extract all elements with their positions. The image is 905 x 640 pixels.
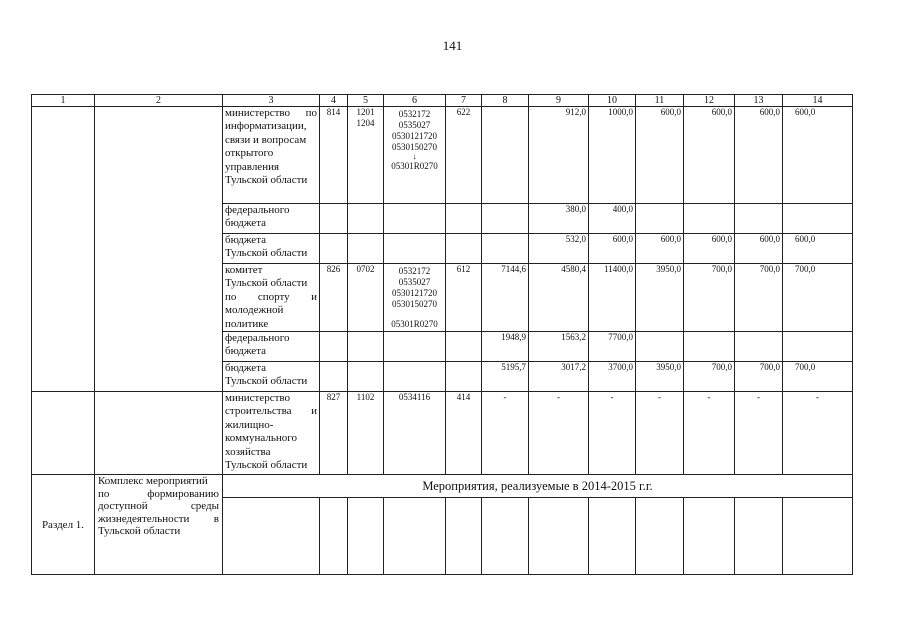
value-cell: 3017,2 — [529, 362, 589, 392]
empty-cell — [529, 498, 589, 575]
value-cell — [482, 204, 529, 234]
section-code-cell — [348, 362, 384, 392]
value-cell — [482, 234, 529, 264]
target-code-cell — [384, 234, 446, 264]
grbs-cell — [320, 234, 348, 264]
target-code: 0535027 — [398, 277, 431, 287]
value-cell — [783, 204, 853, 234]
grbs-cell: 826 — [320, 264, 348, 332]
value-cell: 600,0 — [783, 234, 853, 264]
value-cell: 3700,0 — [589, 362, 636, 392]
value-cell — [636, 332, 684, 362]
section-code-cell: 0702 — [348, 264, 384, 332]
value-cell: 600,0 — [636, 234, 684, 264]
value-cell: 600,0 — [684, 107, 735, 204]
value-cell: - — [735, 392, 783, 475]
budget-table — [31, 94, 853, 575]
target-code-cell — [384, 332, 446, 362]
expense-type-cell — [446, 234, 482, 264]
target-code: 0535027 — [398, 120, 431, 130]
executor-line: по спорту и — [225, 290, 317, 303]
executor-line: министерство — [225, 392, 291, 405]
executor-line: хозяйства — [225, 445, 271, 458]
value-cell: 3950,0 — [636, 362, 684, 392]
header-cell: 13 — [735, 95, 783, 107]
value-cell: 4580,4 — [529, 264, 589, 332]
value-cell: 600,0 — [636, 107, 684, 204]
target-code: 0530121720 — [392, 131, 437, 141]
executor-line: Тульской области — [225, 174, 308, 187]
value-cell: 600,0 — [783, 107, 853, 204]
executor-line: бюджета — [225, 345, 267, 358]
section-heading-row — [32, 475, 853, 498]
arrow-mark: ↓ — [412, 152, 417, 161]
header-cell: 6 — [384, 95, 446, 107]
col2-cell — [95, 107, 223, 392]
grbs-cell — [320, 332, 348, 362]
table-row — [32, 107, 853, 204]
executor-line: политике — [225, 317, 269, 330]
value-cell: 1000,0 — [589, 107, 636, 204]
header-cell: 9 — [529, 95, 589, 107]
value-cell: 7144,6 — [482, 264, 529, 332]
target-code: 05301R0270 — [391, 161, 438, 171]
grbs-cell — [320, 204, 348, 234]
value-cell — [684, 332, 735, 362]
executor-line: информатизации, — [225, 120, 307, 133]
header-cell: 7 — [446, 95, 482, 107]
section-code-cell: 1102 — [348, 392, 384, 475]
empty-cell — [384, 498, 446, 575]
header-cell: 11 — [636, 95, 684, 107]
executor-line: Тульской области — [225, 247, 308, 260]
header-cell: 10 — [589, 95, 636, 107]
target-code: 0530150270 — [392, 142, 437, 152]
empty-cell — [589, 498, 636, 575]
value-cell: 700,0 — [684, 362, 735, 392]
value-cell: - — [684, 392, 735, 475]
value-cell: 5195,7 — [482, 362, 529, 392]
executor-line: федерального — [225, 332, 290, 345]
executor-line: открытого — [225, 147, 274, 160]
executor-line: министерство по — [225, 107, 317, 119]
complex-line: доступной среды — [98, 500, 219, 513]
value-cell: 400,0 — [589, 204, 636, 234]
executor-cell — [223, 204, 320, 234]
executor-line: бюджета — [225, 362, 267, 375]
executor-cell — [223, 234, 320, 264]
table-row — [32, 392, 853, 475]
executor-cell — [223, 362, 320, 392]
executor-line: бюджета — [225, 217, 267, 230]
header-cell: 14 — [783, 95, 853, 107]
value-cell: - — [589, 392, 636, 475]
expense-type-cell: 622 — [446, 107, 482, 204]
target-code-cell — [384, 204, 446, 234]
complex-line: жизнедеятельности в — [98, 512, 219, 525]
value-cell — [783, 332, 853, 362]
target-code-cell — [384, 107, 446, 204]
value-cell — [636, 204, 684, 234]
value-cell: - — [482, 392, 529, 475]
col1-cell — [32, 107, 95, 392]
executor-line: строительства и — [225, 405, 317, 418]
col2-cell — [95, 392, 223, 475]
empty-cell — [735, 498, 783, 575]
complex-line: Тульской области — [98, 525, 181, 538]
target-code: 0532172 — [398, 266, 431, 276]
expense-type-cell: 612 — [446, 264, 482, 332]
target-code: 0532172 — [398, 109, 431, 119]
complex-line: Комплекс мероприятий — [98, 475, 208, 488]
empty-cell — [320, 498, 348, 575]
grbs-cell: 827 — [320, 392, 348, 475]
value-cell: - — [636, 392, 684, 475]
value-cell: 1563,2 — [529, 332, 589, 362]
empty-cell — [636, 498, 684, 575]
value-cell: 11400,0 — [589, 264, 636, 332]
empty-cell — [482, 498, 529, 575]
executor-line: федерального — [225, 204, 290, 216]
value-cell: 700,0 — [735, 264, 783, 332]
page-number: 141 — [442, 38, 463, 53]
value-cell: 600,0 — [735, 107, 783, 204]
value-cell: 532,0 — [529, 234, 589, 264]
executor-line: молодежной — [225, 304, 284, 317]
executor-line: коммунального — [225, 432, 297, 445]
empty-cell — [783, 498, 853, 575]
executor-line: Тульской области — [225, 459, 308, 472]
value-cell: 3950,0 — [636, 264, 684, 332]
executor-line: комитет — [225, 264, 263, 276]
value-cell: 380,0 — [529, 204, 589, 234]
header-row — [32, 95, 853, 107]
section-code-cell — [348, 204, 384, 234]
value-cell: 600,0 — [684, 234, 735, 264]
expense-type-cell — [446, 332, 482, 362]
value-cell: 700,0 — [783, 264, 853, 332]
expense-type-cell: 414 — [446, 392, 482, 475]
complex-line: по формированию — [98, 487, 219, 500]
empty-cell — [223, 498, 320, 575]
target-code: 0530150270 — [392, 299, 437, 309]
value-cell: - — [783, 392, 853, 475]
section-heading: Мероприятия, реализуемые в 2014-2015 г.г. — [223, 475, 853, 498]
section-code: 1204 — [356, 118, 375, 128]
section-complex-cell — [95, 475, 223, 575]
header-cell: 4 — [320, 95, 348, 107]
value-cell: 600,0 — [735, 234, 783, 264]
section-code-cell — [348, 234, 384, 264]
header-cell: 5 — [348, 95, 384, 107]
executor-line: связи и вопросам — [225, 133, 307, 146]
empty-cell — [684, 498, 735, 575]
value-cell: 700,0 — [783, 362, 853, 392]
header-cell: 8 — [482, 95, 529, 107]
target-code-cell — [384, 362, 446, 392]
value-cell: 1948,9 — [482, 332, 529, 362]
executor-cell — [223, 264, 320, 332]
section-code-cell — [348, 107, 384, 204]
spacer-line — [386, 310, 443, 319]
target-code-cell — [384, 264, 446, 332]
executor-line: Тульской области — [225, 277, 308, 290]
section-code-cell — [348, 332, 384, 362]
value-cell — [735, 332, 783, 362]
executor-cell — [223, 392, 320, 475]
executor-line: бюджета — [225, 234, 267, 246]
section-label: Раздел 1. — [32, 475, 95, 575]
value-cell — [735, 204, 783, 234]
expense-type-cell — [446, 362, 482, 392]
expense-type-cell — [446, 204, 482, 234]
executor-line: жилищно- — [225, 418, 274, 431]
header-cell: 3 — [223, 95, 320, 107]
header-cell: 12 — [684, 95, 735, 107]
value-cell: 912,0 — [529, 107, 589, 204]
value-cell: 700,0 — [684, 264, 735, 332]
executor-line: управления — [225, 160, 280, 173]
target-code: 0530121720 — [392, 288, 437, 298]
target-code-cell: 0534116 — [384, 392, 446, 475]
executor-line: Тульской области — [225, 375, 308, 388]
grbs-cell — [320, 362, 348, 392]
col1-cell — [32, 392, 95, 475]
target-code: 05301R0270 — [391, 319, 438, 329]
value-cell — [482, 107, 529, 204]
grbs-cell: 814 — [320, 107, 348, 204]
header-cell: 1 — [32, 95, 95, 107]
empty-cell — [348, 498, 384, 575]
empty-cell — [446, 498, 482, 575]
header-cell: 2 — [95, 95, 223, 107]
value-cell: - — [529, 392, 589, 475]
value-cell: 7700,0 — [589, 332, 636, 362]
value-cell: 700,0 — [735, 362, 783, 392]
executor-cell — [223, 332, 320, 362]
section-code: 1201 — [356, 107, 375, 117]
executor-cell — [223, 107, 320, 204]
value-cell — [684, 204, 735, 234]
value-cell: 600,0 — [589, 234, 636, 264]
